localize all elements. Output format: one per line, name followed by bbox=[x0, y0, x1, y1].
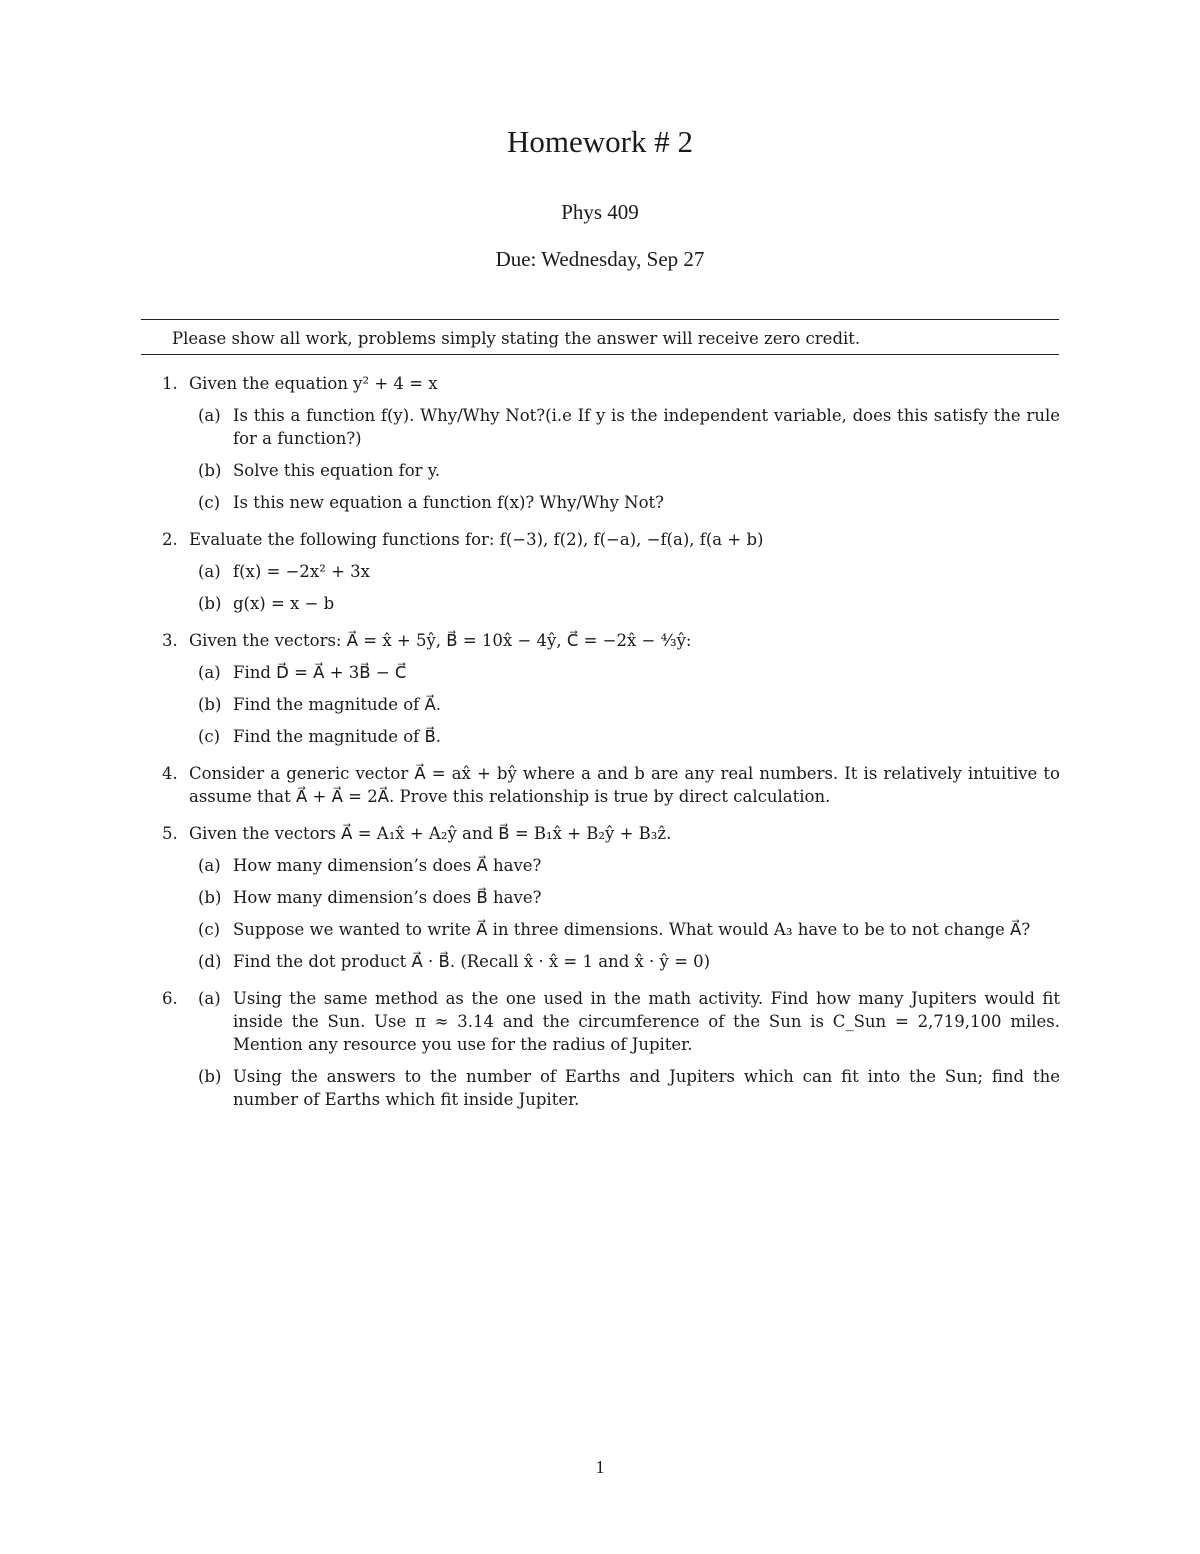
due-date: Due: Wednesday, Sep 27 bbox=[495, 247, 705, 271]
problem-part bbox=[189, 592, 1060, 615]
problem-part bbox=[189, 886, 1060, 909]
problem-number: 2. bbox=[162, 530, 178, 549]
part-text: Suppose we wanted to write A⃗ in three dimensions. What would A₃ have to be to not change A⃗? bbox=[233, 920, 1031, 939]
problem-stem: Evaluate the following functions for: f(−3), f(2), f(−a), −f(a), f(a + b) bbox=[189, 530, 764, 549]
part-text: Find D⃗ = A⃗ + 3B⃗ − C⃗ bbox=[233, 663, 407, 682]
part-label: (a) bbox=[198, 856, 221, 875]
part-label: (a) bbox=[198, 663, 221, 682]
part-text: f(x) = −2x² + 3x bbox=[233, 562, 370, 581]
course-name: Phys 409 bbox=[561, 200, 639, 224]
problem-part bbox=[189, 1065, 1060, 1111]
problem-item bbox=[162, 822, 1060, 973]
part-label: (b) bbox=[198, 1067, 222, 1086]
part-label: (c) bbox=[198, 727, 221, 746]
problem-item bbox=[162, 629, 1060, 748]
problem-item bbox=[162, 528, 1060, 615]
part-text: Find the dot product A⃗ · B⃗. (Recall x̂ · x̂ = 1 and x̂ · ŷ = 0) bbox=[233, 952, 711, 971]
problem-part bbox=[189, 560, 1060, 583]
part-text: Find the magnitude of B⃗. bbox=[233, 727, 442, 746]
part-text: Find the magnitude of A⃗. bbox=[233, 695, 442, 714]
part-label: (b) bbox=[198, 695, 222, 714]
part-label: (b) bbox=[198, 888, 222, 907]
problem-part bbox=[189, 725, 1060, 748]
bottom-rule bbox=[141, 354, 1059, 355]
part-label: (b) bbox=[198, 594, 222, 613]
part-label: (d) bbox=[198, 952, 222, 971]
problem-number: 3. bbox=[162, 631, 178, 650]
top-rule bbox=[141, 319, 1059, 320]
part-text: How many dimension’s does A⃗ have? bbox=[233, 856, 542, 875]
problem-part bbox=[189, 459, 1060, 482]
part-text: Using the same method as the one used in the math activity. Find how many Jupiters would fit inside the Sun. Use π ≈ 3.14 and the circumference of the Sun is C_Sun = 2,719,100 miles. Mention any resource you use for the radius of Jupiter. bbox=[233, 989, 1060, 1054]
problem-part bbox=[189, 661, 1060, 684]
part-text: Solve this equation for y. bbox=[233, 461, 441, 480]
part-label: (a) bbox=[198, 562, 221, 581]
part-label: (c) bbox=[198, 920, 221, 939]
problem-stem: Consider a generic vector A⃗ = ax̂ + bŷ where a and b are any real numbers. It is relatively intuitive to assume that A⃗ + A⃗ = 2A⃗. Prove this relationship is true by direct calculation. bbox=[189, 764, 1060, 806]
part-label: (a) bbox=[198, 989, 221, 1008]
part-text: Using the answers to the number of Earths and Jupiters which can fit into the Sun; find the number of Earths which fit inside Jupiter. bbox=[233, 1067, 1060, 1109]
part-label: (a) bbox=[198, 406, 221, 425]
part-label: (b) bbox=[198, 461, 222, 480]
problem-number: 1. bbox=[162, 374, 178, 393]
problem-stem: Given the vectors A⃗ = A₁x̂ + A₂ŷ and B⃗ = B₁x̂ + B₂ŷ + B₃ẑ. bbox=[189, 824, 672, 843]
problem-part bbox=[189, 950, 1060, 973]
part-text: How many dimension’s does B⃗ have? bbox=[233, 888, 542, 907]
problem-stem: Given the equation y² + 4 = x bbox=[189, 374, 438, 393]
problem-number: 5. bbox=[162, 824, 178, 843]
problem-part bbox=[189, 918, 1060, 941]
page-title: Homework # 2 bbox=[507, 124, 693, 159]
problem-part bbox=[189, 404, 1060, 450]
part-label: (c) bbox=[198, 493, 221, 512]
problem-item bbox=[162, 987, 1060, 1111]
problem-item bbox=[162, 372, 1060, 514]
notice-text: Please show all work, problems simply stating the answer will receive zero credit. bbox=[172, 329, 861, 348]
problem-number: 6. bbox=[162, 989, 178, 1008]
page-number: 1 bbox=[595, 1457, 605, 1477]
part-text: g(x) = x − b bbox=[233, 594, 335, 613]
problem-part bbox=[189, 693, 1060, 716]
problem-number: 4. bbox=[162, 764, 178, 783]
part-text: Is this new equation a function f(x)? Why/Why Not? bbox=[233, 493, 664, 512]
part-text: Is this a function f(y). Why/Why Not?(i.e If y is the independent variable, does this satisfy the rule for a function?) bbox=[233, 406, 1060, 448]
problem-part bbox=[189, 854, 1060, 877]
problem-list bbox=[162, 372, 1060, 1125]
problem-item bbox=[162, 762, 1060, 808]
problem-part bbox=[189, 987, 1060, 1056]
problem-part bbox=[189, 491, 1060, 514]
problem-stem: Given the vectors: A⃗ = x̂ + 5ŷ, B⃗ = 10x̂ − 4ŷ, C⃗ = −2x̂ − ⁴⁄₃ŷ: bbox=[189, 631, 692, 650]
